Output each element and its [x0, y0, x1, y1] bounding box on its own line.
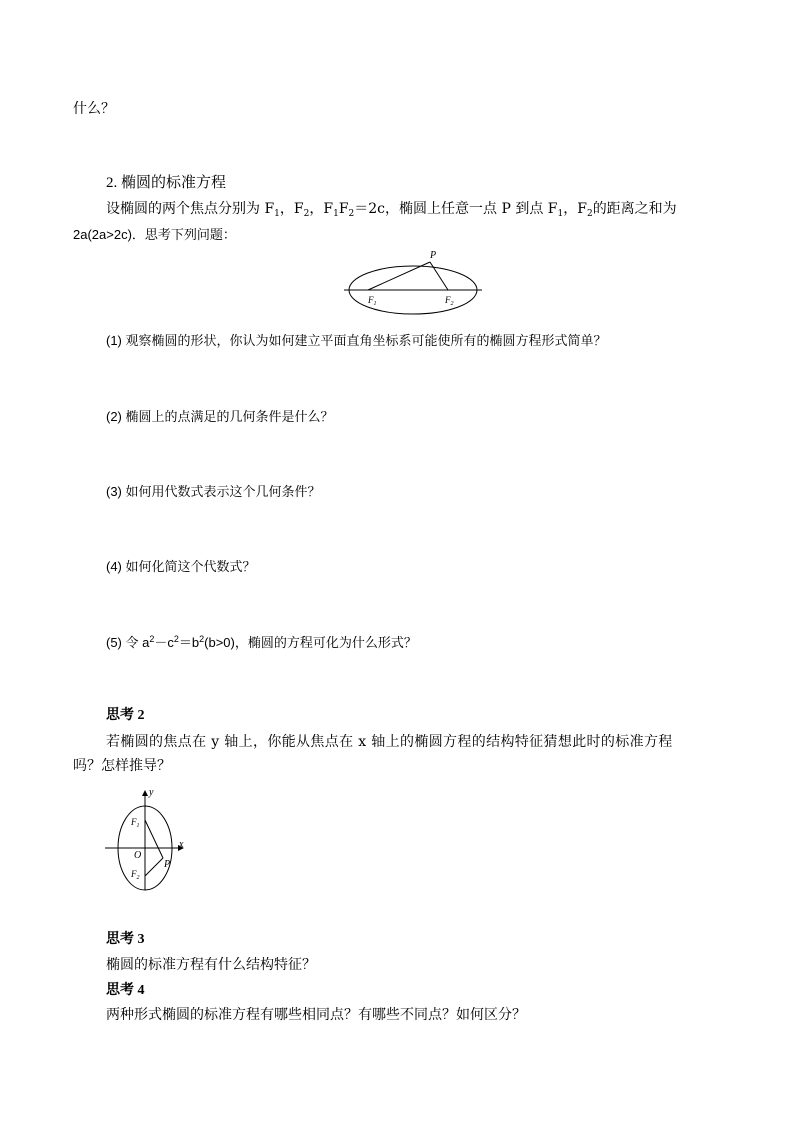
point-p-label: P [430, 250, 437, 261]
focus-f2-label: $F_2$ [131, 869, 140, 881]
think4-text: 两种形式椭圆的标准方程有哪些相同点？有哪些不同点？如何区分？ [106, 1007, 526, 1023]
think2-heading: 思考 2 [106, 708, 145, 723]
question-2: (2) 椭圆上的点满足的几何条件是什么？ [106, 409, 334, 424]
question-3: (3) 如何用代数式表示这个几何条件？ [106, 484, 321, 499]
think3-heading: 思考 3 [106, 932, 145, 947]
intro-paragraph: 设椭圆的两个焦点分别为 $F_1$，$F_2$，$F_1F_2=2c$，椭圆上任意一点 P 到点 $F_1$，$F_2$的距离之和为 [106, 201, 677, 219]
focus-f2-label: $F_2$ [445, 295, 454, 307]
section-title: 2. 椭圆的标准方程 [106, 175, 227, 191]
think4-heading: 思考 4 [106, 983, 145, 998]
think3-text: 椭圆的标准方程有什么结构特征？ [106, 957, 316, 973]
intro-paragraph-line2: 2a(2a>2c)．思考下列问题： [73, 227, 236, 242]
ellipse-figure-vertical [103, 787, 188, 892]
question-4: (4) 如何化简这个代数式？ [106, 559, 256, 574]
y-axis-label: y [149, 787, 154, 798]
segment-f1p [145, 820, 163, 858]
think2-text-line1: 若椭圆的焦点在 y 轴上，你能从焦点在 x 轴上的椭圆方程的结构特征猜想此时的标准方程 [106, 734, 673, 750]
continued-text: 什么？ [73, 101, 115, 117]
point-p-label: P [164, 859, 171, 870]
think2-text-line2: 吗？怎样推导？ [73, 758, 171, 774]
ellipse-figure-horizontal [344, 250, 484, 310]
x-axis-label: x [179, 839, 184, 850]
question-1: (1) 观察椭圆的形状，你认为如何建立平面直角坐标系可能使所有的椭圆方程形式简单？ [106, 333, 607, 348]
segment-pf2 [430, 262, 448, 290]
focus-f1-label: $F_1$ [368, 295, 377, 307]
focus-f1-label: $F_1$ [131, 817, 140, 829]
origin-label: O [134, 850, 142, 861]
segment-f2p [145, 858, 163, 876]
question-5: (5) 令 $a^2-c^2=b^2(b>0)$，椭圆的方程可化为什么形式？ [106, 634, 417, 650]
